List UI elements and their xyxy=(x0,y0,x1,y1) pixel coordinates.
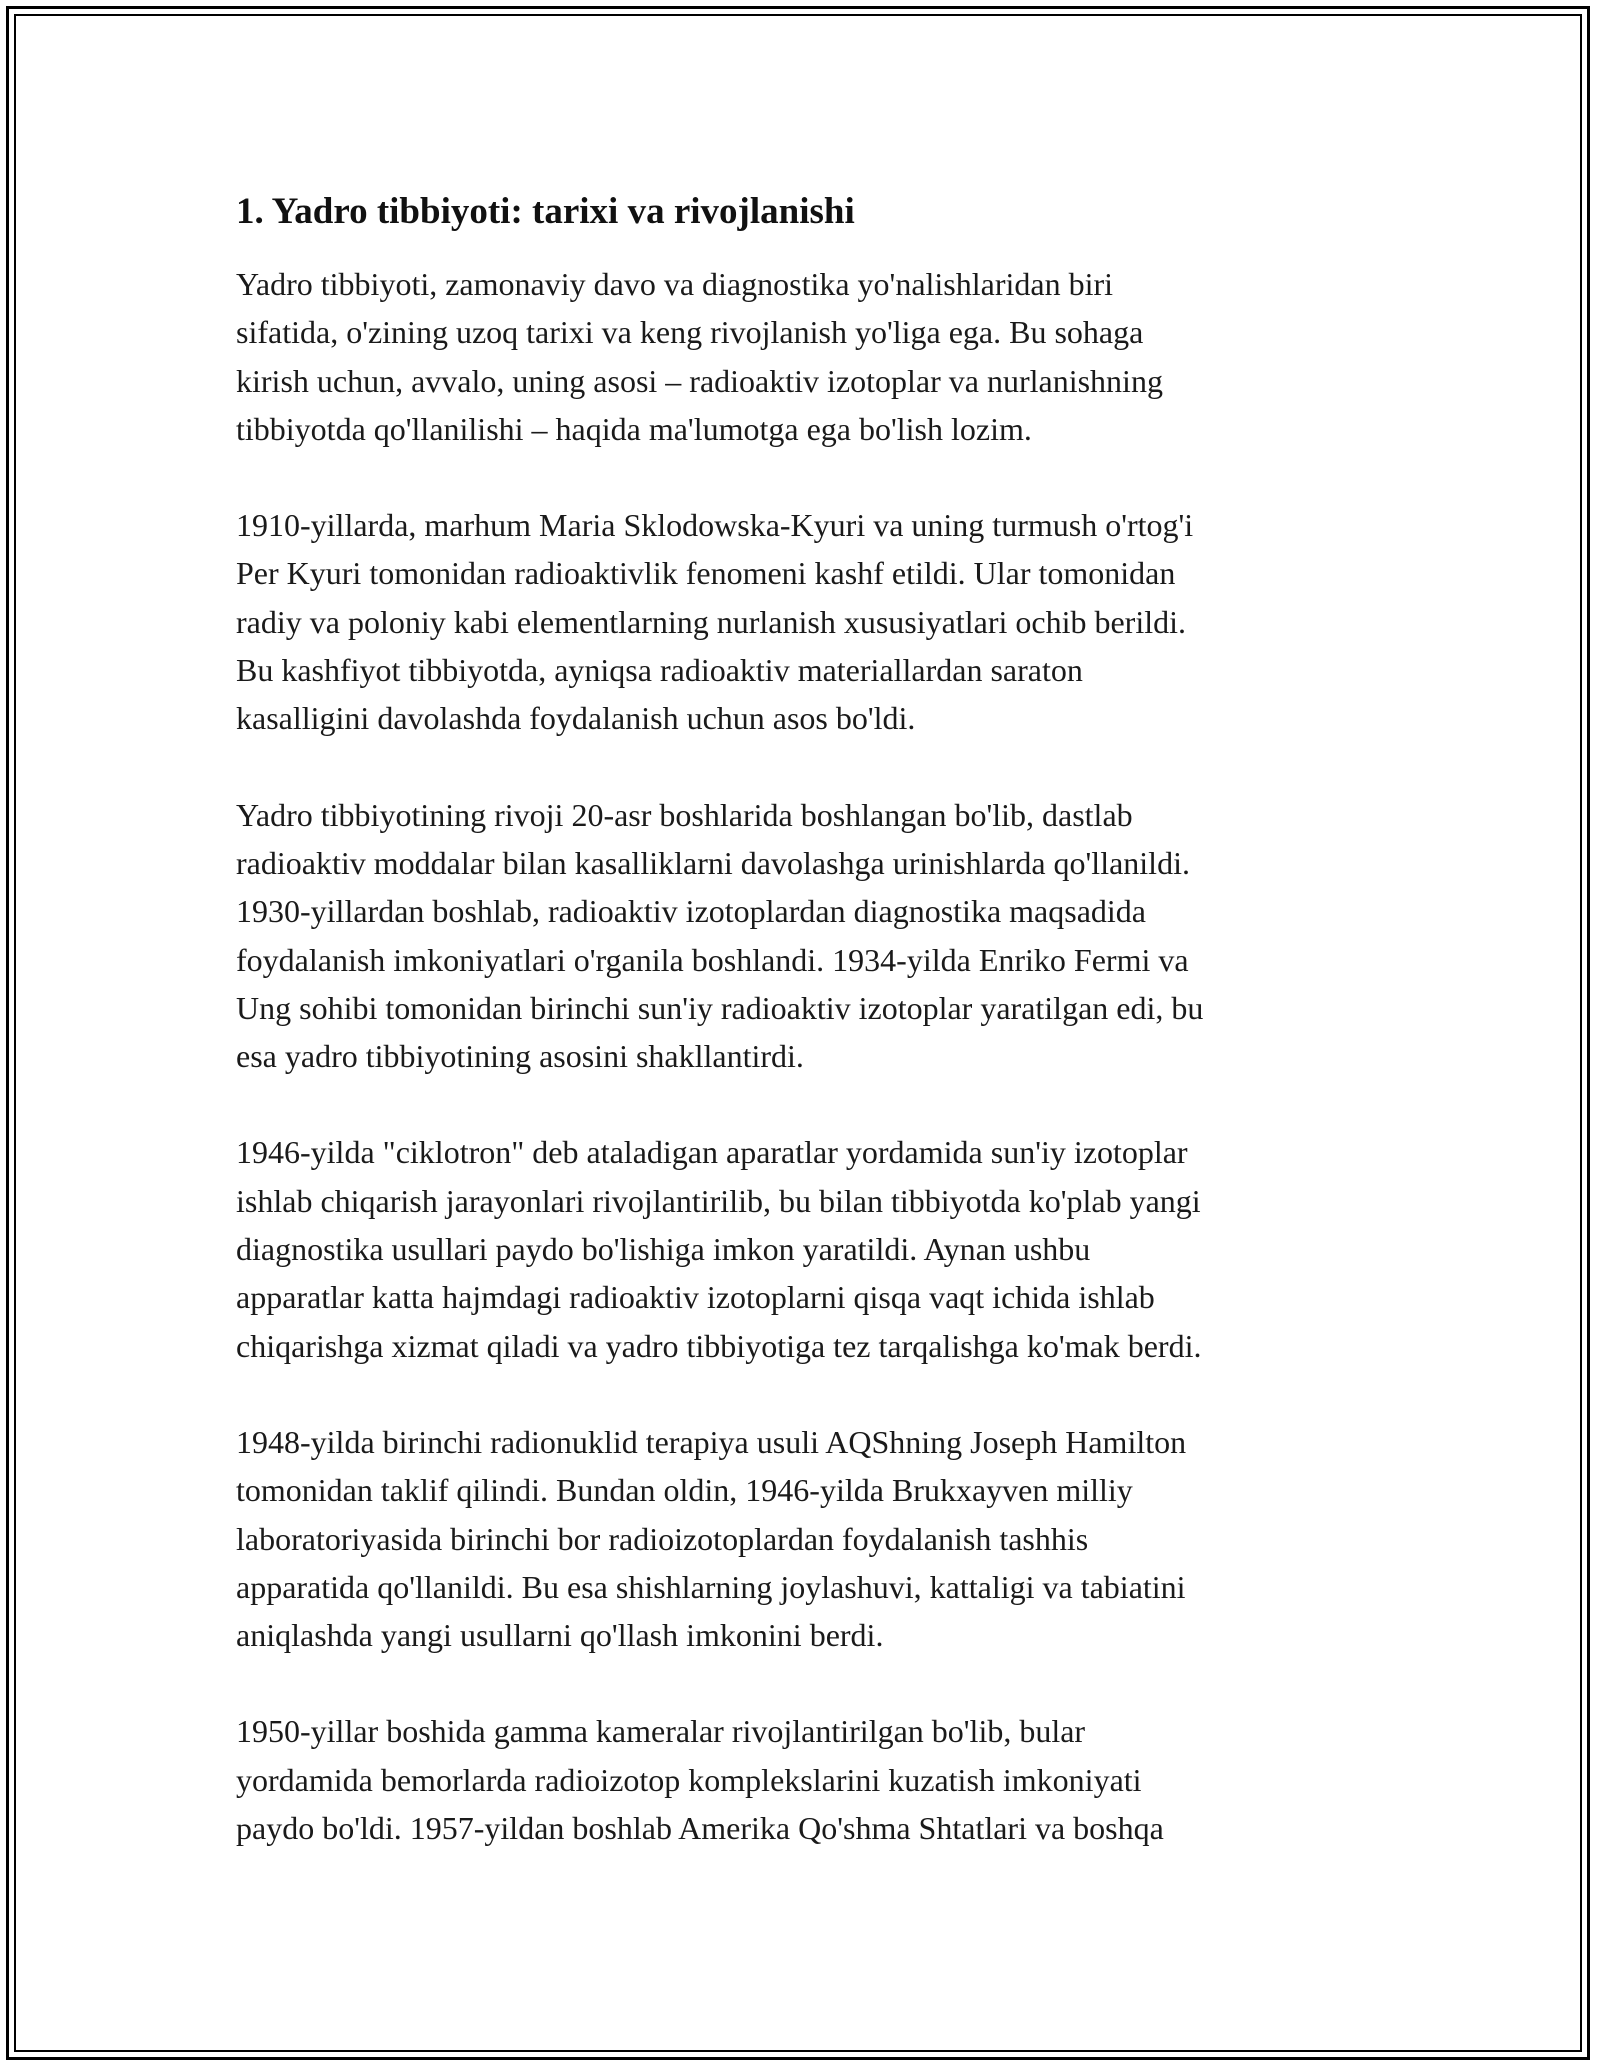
section-title: 1. Yadro tibbiyoti: tarixi va rivojlanishi xyxy=(236,191,855,232)
paragraph-1946-cyclotron: 1946-yilda "ciklotron" deb ataladigan aparatlar yordamida sun'iy izotoplar ishlab chiqarish jarayonlari rivojlantirilib, bu bilan tibbiyotda ko'plab yangi diagnostika usullari paydo bo'lishiga imkon yaratildi. Aynan ushbu apparatlar katta hajmdagi radioaktiv izotoplarni qisqa vaqt ichida ishlab chiqarishga xizmat qiladi va yadro tibbiyotiga tez tarqalishga ko'mak berdi. xyxy=(236,1134,1202,1364)
paragraph-intro: Yadro tibbiyoti, zamonaviy davo va diagnostika yo'nalishlaridan biri sifatida, o'zining uzoq tarixi va keng rivojlanish yo'liga ega. Bu sohaga kirish uchun, avvalo, uning asosi – radioaktiv izotoplar va nurlanishning tibbiyotda qo'llanilishi – haqida ma'lumotga ega bo'lish lozim. xyxy=(236,266,1163,447)
paragraph-20th-century: Yadro tibbiyotining rivoji 20-asr boshlarida boshlangan bo'lib, dastlab radioaktiv moddalar bilan kasalliklarni davolashga urinishlarda qo'llanildi. 1930-yillardan boshlab, radioaktiv izotoplardan diagnostika maqsadida foydalanish imkoniyatlari o'rganila boshlandi. 1934-yilda Enriko Fermi va Ung sohibi tomonidan birinchi sun'iy radioaktiv izotoplar yaratilgan edi, bu esa yadro tibbiyotining asosini shakllantirdi. xyxy=(236,796,1204,1075)
document-body xyxy=(236,188,1366,1900)
paragraph-1948-therapy: 1948-yilda birinchi radionuklid terapiya usuli AQShning Joseph Hamilton tomonidan taklif qilindi. Bundan oldin, 1946-yilda Brukxayven milliy laboratoriyasida birinchi bor radioizotoplardan foydalanish tashhis apparatida qo'llanildi. Bu esa shishlarning joylashuvi, kattaligi va tabiatini aniqlashda yangi usullarni qo'llash imkonini berdi. xyxy=(236,1423,1187,1654)
paragraph-1910s: 1910-yillarda, marhum Maria Sklodowska-Kyuri va uning turmush o'rtog'i Per Kyuri tomonidan radioaktivlik fenomeni kashf etildi. Ular tomonidan radiy va poloniy kabi elementlarning nurlanish xususiyatlari ochib berildi. Bu kashfiyot tibbiyotda, ayniqsa radioaktiv materiallardan saraton kasalligini davolashda foydalanish uchun asos bo'ldi. xyxy=(236,507,1194,737)
paragraph-1950s-gamma: 1950-yillar boshida gamma kameralar rivojlantirilgan bo'lib, bular yordamida bemorlarda radioizotop komplekslarini kuzatish imkoniyati paydo bo'ldi. 1957-yildan boshlab Amerika Qo'shma Shtatlari va boshqa xyxy=(236,1713,1164,1847)
